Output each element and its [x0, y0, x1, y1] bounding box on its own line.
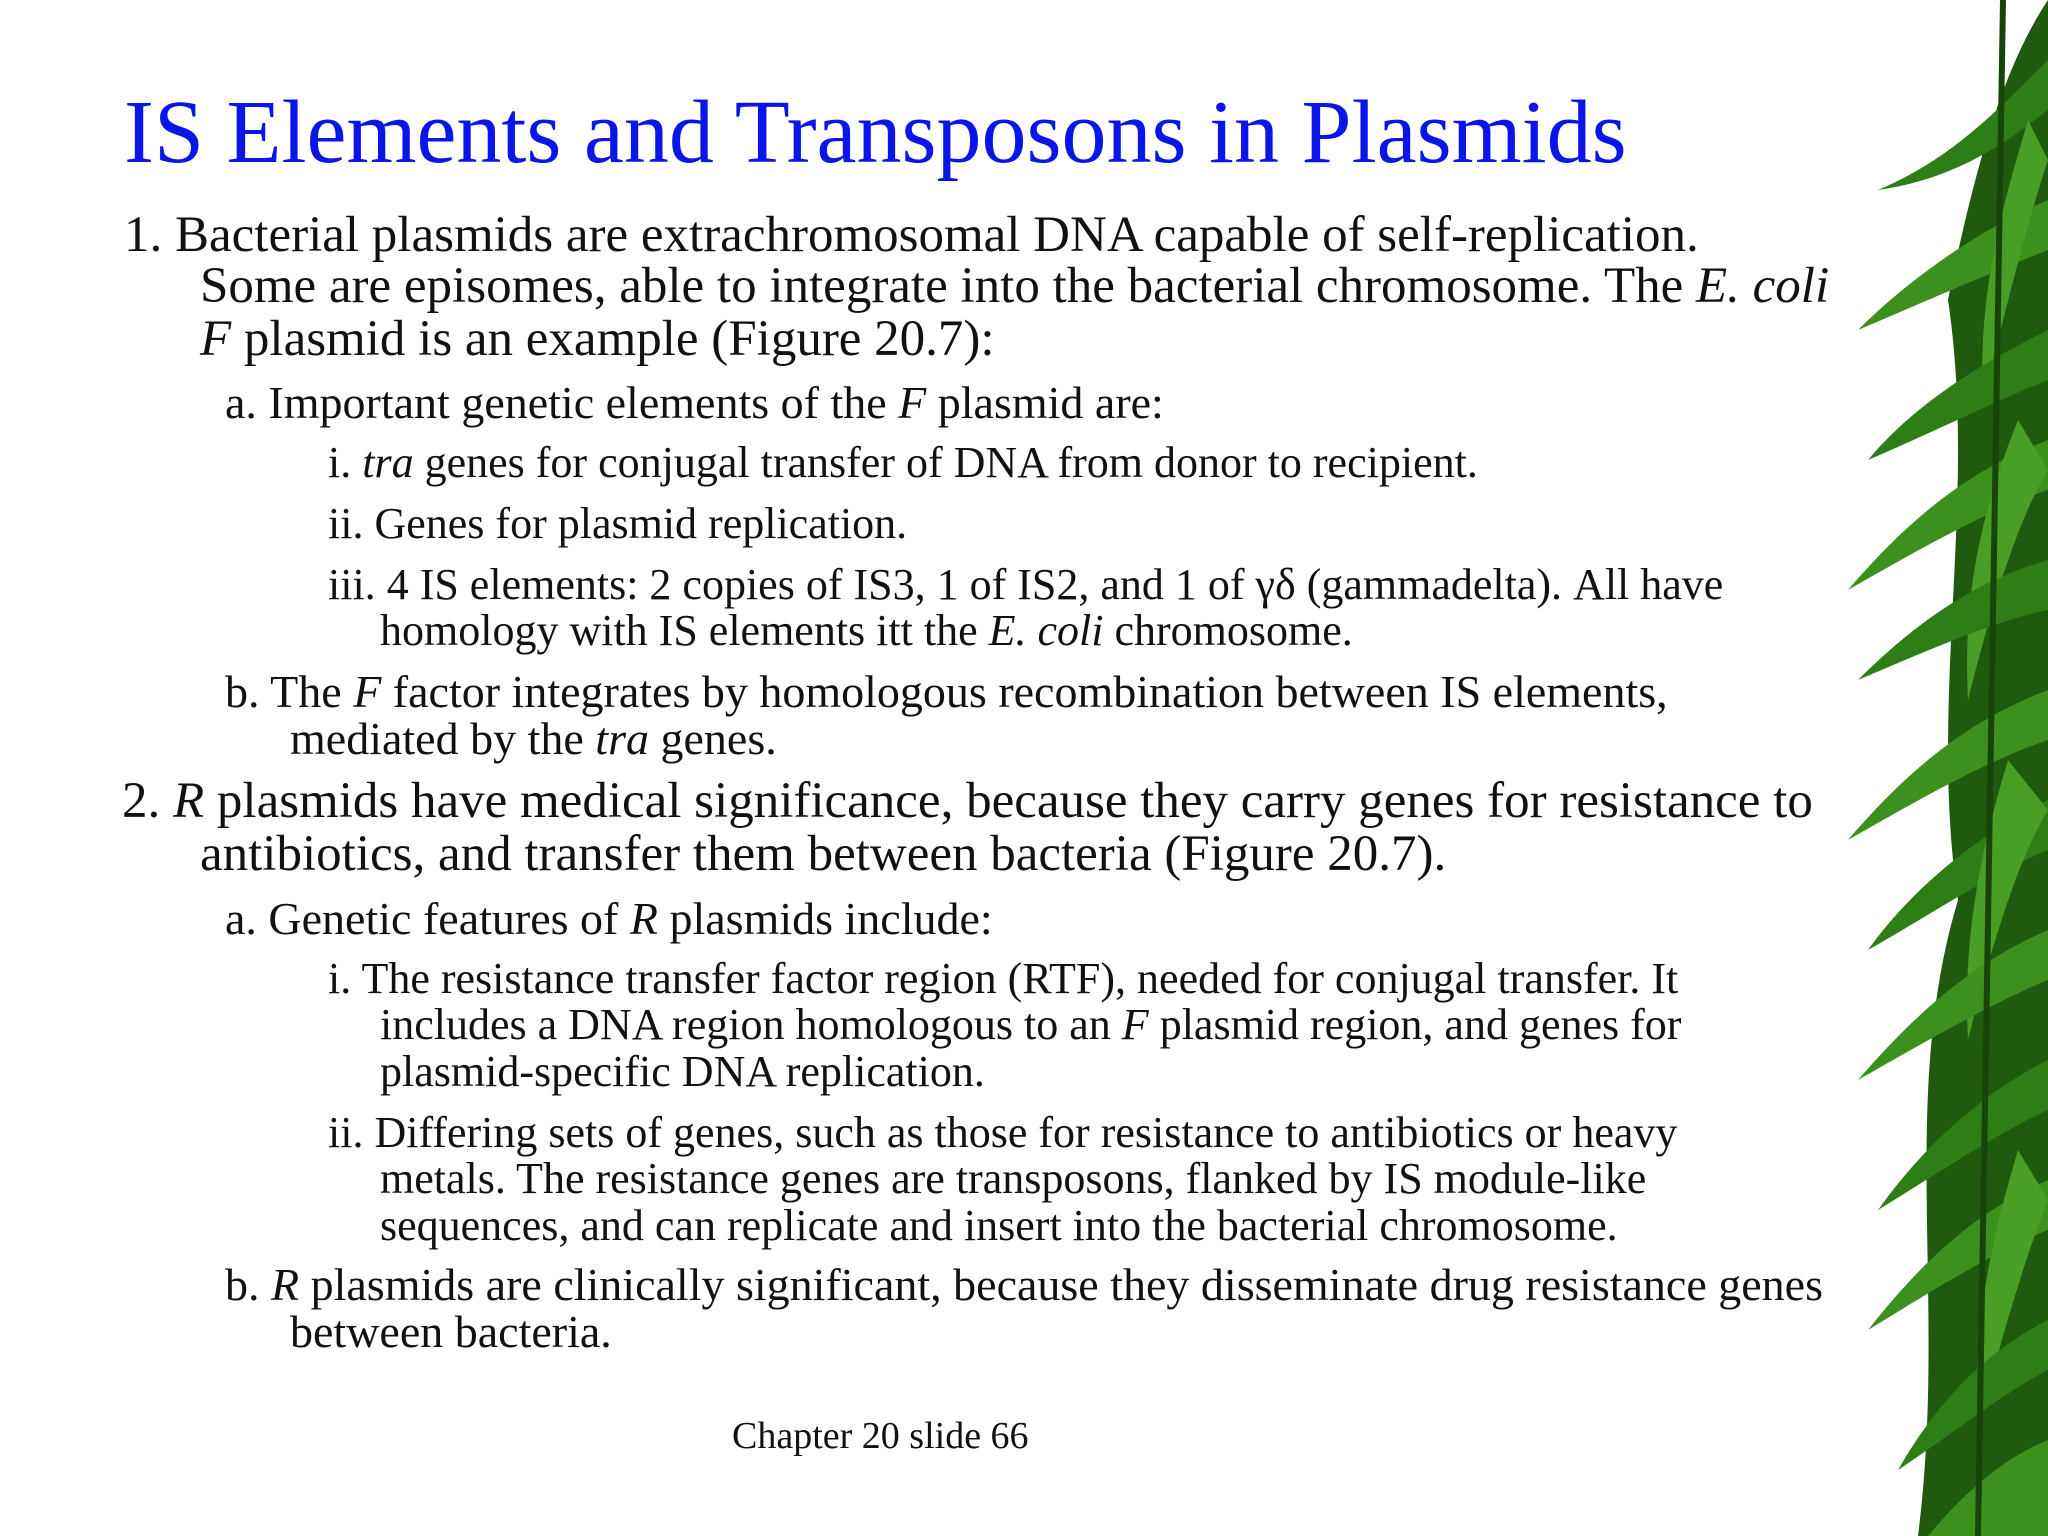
point-1b-text: The — [270, 666, 354, 717]
point-1a-text: plasmid are: — [926, 377, 1164, 428]
list-marker: b. — [225, 666, 260, 717]
italic-term: E. coli — [1695, 258, 1830, 314]
point-1b-text: genes. — [648, 713, 777, 764]
point-2a — [225, 893, 993, 944]
point-2b-text: between bacteria. — [290, 1306, 612, 1357]
list-marker: a. — [225, 377, 257, 428]
point-2-text: plasmids have medical significance, because they carry genes for resistance to — [204, 773, 1813, 829]
list-marker: i. — [328, 438, 352, 487]
point-1b-line-1 — [225, 666, 1668, 717]
italic-term: F — [1121, 1000, 1149, 1049]
point-2a-ii-line-3 — [380, 1201, 1618, 1250]
point-2a-i-line-3 — [380, 1047, 985, 1096]
italic-term: F — [898, 377, 927, 428]
point-1-text: Bacterial plasmids are extrachromosomal DNA capable of self-replication. — [175, 207, 1699, 263]
point-2a-i-line-2 — [380, 1000, 1682, 1049]
point-2-line-2 — [200, 826, 1447, 882]
point-2-line-1 — [122, 773, 1813, 829]
slide-footer: Chapter 20 slide 66 — [732, 1415, 1029, 1457]
list-marker: 1. — [124, 207, 163, 263]
point-1a-iii-text: chromosome. — [1103, 606, 1353, 655]
italic-term: R — [173, 773, 205, 829]
point-1a-iii-text: 4 IS elements: 2 copies of IS3, 1 of IS2, and 1 of γδ (gammadelta). All have — [386, 560, 1724, 609]
point-1a-iii-line-1 — [328, 560, 1724, 609]
point-1a — [225, 377, 1164, 428]
list-marker: iii. — [328, 560, 376, 609]
list-marker: a. — [225, 893, 257, 944]
point-2b-text: plasmids are clinically significant, because they disseminate drug resistance genes — [299, 1259, 1823, 1310]
page-title: IS Elements and Transposons in Plasmids — [124, 83, 1627, 182]
point-2a-i-text: includes a DNA region homologous to an — [380, 1000, 1122, 1049]
point-2a-text: Genetic features of — [268, 893, 630, 944]
point-2b-line-1 — [225, 1259, 1823, 1310]
list-marker: ii. — [328, 499, 364, 548]
point-1-line-3 — [200, 311, 995, 367]
point-1b-text: mediated by the — [290, 713, 596, 764]
point-2a-ii-text: metals. The resistance genes are transposons, flanked by IS module-like — [380, 1154, 1647, 1203]
point-2a-ii-text: Differing sets of genes, such as those for resistance to antibiotics or heavy — [374, 1108, 1678, 1157]
point-2a-i-text: plasmid region, and genes for — [1148, 1000, 1682, 1049]
italic-term: E. coli — [988, 606, 1104, 655]
italic-term: tra — [362, 438, 414, 487]
italic-term: F — [353, 666, 382, 717]
point-2a-text: plasmids include: — [657, 893, 993, 944]
italic-term: R — [271, 1259, 300, 1310]
point-2a-ii-line-2 — [380, 1154, 1647, 1203]
bamboo-foliage — [1848, 0, 2048, 1536]
point-2a-i-text: The resistance transfer factor region (RTF), needed for conjugal transfer. It — [361, 954, 1679, 1003]
point-1b-line-2 — [290, 713, 777, 764]
point-1a-ii-text: Genes for plasmid replication. — [374, 499, 908, 548]
italic-term: tra — [595, 713, 649, 764]
list-marker: b. — [225, 1259, 260, 1310]
point-1a-text: Important genetic elements of the — [268, 377, 899, 428]
point-2a-i-text: plasmid-specific DNA replication. — [380, 1047, 985, 1096]
point-1-line-2 — [200, 258, 1830, 314]
point-1b-text: factor integrates by homologous recombination between IS elements, — [381, 666, 1668, 717]
italic-term: F — [200, 311, 232, 367]
point-1a-i-text: genes for conjugal transfer of DNA from donor to recipient. — [413, 438, 1478, 487]
point-2b-line-2 — [290, 1306, 612, 1357]
point-1a-i — [328, 438, 1478, 487]
point-1a-iii-line-2 — [380, 606, 1353, 655]
list-marker: i. — [328, 954, 352, 1003]
point-2a-ii-text: sequences, and can replicate and insert into the bacterial chromosome. — [380, 1201, 1618, 1250]
point-1a-ii — [328, 499, 908, 548]
list-marker: 2. — [122, 773, 161, 829]
point-2-text: antibiotics, and transfer them between bacteria (Figure 20.7). — [200, 826, 1447, 882]
list-marker: ii. — [328, 1108, 364, 1157]
point-1-text: Some are episomes, able to integrate into the bacterial chromosome. The — [200, 258, 1696, 314]
point-2a-i-line-1 — [328, 954, 1679, 1003]
point-1-text: plasmid is an example (Figure 20.7): — [231, 311, 995, 367]
italic-term: R — [629, 893, 658, 944]
point-1a-iii-text: homology with IS elements itt the — [380, 606, 989, 655]
point-2a-ii-line-1 — [328, 1108, 1678, 1157]
point-1-line-1 — [124, 207, 1699, 263]
